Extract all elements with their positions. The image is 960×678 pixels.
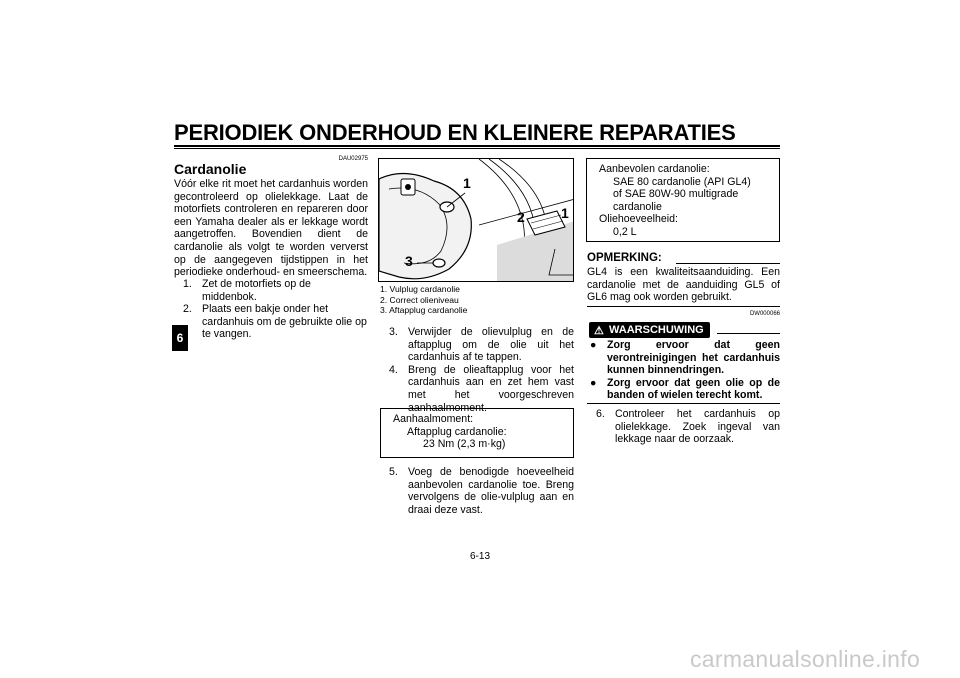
list-item: 2. Plaats een bakje onder het cardanhuis om de gebruikte olie op te vangen. bbox=[183, 303, 367, 341]
callout-2: 2 bbox=[517, 209, 525, 225]
torque-item: Aftapplug cardanolie: bbox=[407, 425, 507, 438]
torque-spec-box bbox=[380, 408, 574, 458]
warning-triangle-icon: ⚠ bbox=[594, 325, 604, 337]
bullet-icon: ● bbox=[590, 339, 597, 351]
warning-rule bbox=[717, 333, 780, 334]
steps-list-middle-a bbox=[380, 326, 574, 414]
bullet-icon: ● bbox=[590, 376, 597, 389]
warning-item: ● Zorg ervoor dat geen verontreinigingen het cardanhuis kunnen binnendringen. bbox=[590, 339, 780, 377]
chapter-tab: 6 bbox=[172, 325, 188, 351]
warning-badge bbox=[589, 320, 710, 338]
list-item: 5. Voeg de benodigde hoeveelheid aanbevolen cardanolie toe. Breng vervolgens de olie-vulplug aan en draai deze vast. bbox=[389, 466, 574, 516]
watermark: carmanualsonline.info bbox=[690, 646, 921, 672]
caption-item: 1. Vulplug cardanolie bbox=[380, 284, 460, 294]
note-rule bbox=[676, 263, 780, 264]
oil-grade-alt-cont: cardanolie bbox=[613, 200, 662, 213]
warning-list bbox=[587, 339, 780, 402]
steps-list-left bbox=[174, 278, 368, 341]
oil-quantity-value: 0,2 L bbox=[613, 225, 637, 238]
warning-bottom-rule bbox=[587, 403, 780, 404]
torque-label: Aanhaalmoment: bbox=[393, 413, 474, 425]
caption-item: 2. Correct olieniveau bbox=[380, 294, 459, 305]
callout-3: 3 bbox=[405, 253, 413, 269]
oil-grade: SAE 80 cardanolie (API GL4) bbox=[613, 175, 751, 188]
list-item: 3. Verwijder de olievulplug en de aftapplug om de olie uit het cardanhuis af te tappen. bbox=[389, 326, 574, 364]
warning-code: DW000066 bbox=[749, 311, 780, 317]
section-heading: Cardanolie bbox=[174, 161, 247, 177]
intro-paragraph: Vóór elke rit moet het cardanhuis worden gecontroleerd op olielekkage. Laat de motorfiets controleren en repareren door een Yamaha dealer als er lekkage wordt aangetroffen. Bovendien dient de cardanolie als volgt te worden ververst op de aangegeven tijdstippen in het periodieke onderhoud- en smeerschema. bbox=[174, 178, 368, 279]
steps-list-middle-b bbox=[380, 466, 574, 516]
oil-spec-box bbox=[586, 158, 780, 242]
list-item: 4. Breng de olieaftapplug voor het cardanhuis aan en zet hem vast met het voorgeschreven aanhaalmoment. bbox=[389, 363, 574, 414]
page-title: PERIODIEK ONDERHOUD EN KLEINERE REPARATIES bbox=[174, 120, 736, 145]
cardan-figure bbox=[378, 158, 574, 282]
oil-label: Aanbevolen cardanolie: bbox=[599, 163, 710, 175]
oil-grade-alt: of SAE 80W-90 multigrade bbox=[613, 188, 739, 201]
torque-value: 23 Nm (2,3 m·kg) bbox=[423, 438, 506, 451]
oil-quantity-label: Oliehoeveelheid: bbox=[599, 213, 678, 226]
warning-item: ● Zorg ervoor dat geen olie op de banden of wielen terecht komt. bbox=[590, 376, 780, 402]
figure-captions bbox=[380, 284, 574, 316]
page-number: 6-13 bbox=[469, 551, 490, 562]
note-text: GL4 is een kwaliteitsaanduiding. Een cardanolie met de aanduiding GL5 of GL6 mag ook worden gebruikt. bbox=[587, 266, 780, 304]
callout-1-detail: 1 bbox=[561, 205, 569, 221]
note-label: OPMERKING: bbox=[587, 252, 662, 264]
list-item: 6. Controleer het cardanhuis op olielekkage. Zoek ingeval van lekkage naar de oorzaak. bbox=[596, 408, 780, 446]
note-bottom-rule bbox=[587, 306, 780, 307]
callout-1: 1 bbox=[463, 175, 471, 191]
list-item: 1. Zet de motorfiets op de middenbok. bbox=[183, 278, 311, 303]
section-code: DAU02975 bbox=[338, 156, 368, 162]
caption-item: 3. Aftapplug cardanolie bbox=[380, 305, 468, 316]
title-rule-thin bbox=[174, 148, 780, 149]
warning-label: WAARSCHUWING bbox=[609, 324, 704, 336]
steps-list-right bbox=[587, 408, 780, 446]
title-rule bbox=[174, 145, 780, 147]
